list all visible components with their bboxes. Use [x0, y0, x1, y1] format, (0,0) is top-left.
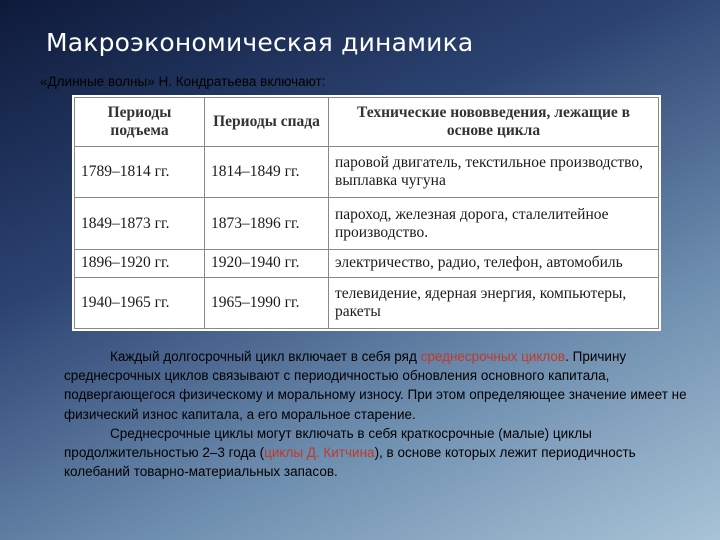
innovation-cell: пароход, железная дорога, сталелитейное производство.: [329, 198, 659, 249]
decline-period-cell: 1873–1896 гг.: [205, 198, 329, 249]
table-header-row: [75, 98, 659, 147]
rise-period-cell: 1849–1873 гг.: [75, 198, 205, 249]
decline-period-cell: 1965–1990 гг.: [205, 277, 329, 328]
table-row: [75, 277, 659, 328]
slide-subtitle: «Длинные волны» Н. Кондратьева включают:: [40, 74, 326, 89]
table-row: [75, 198, 659, 249]
table-row: [75, 147, 659, 198]
rise-period-cell: 1789–1814 гг.: [75, 147, 205, 198]
paragraph-short-cycles: [64, 424, 694, 482]
header-innovations: Технические нововведения, лежащие в основе цикла: [329, 98, 659, 147]
paragraph-text: . Причину среднесрочных циклов связывают с периодичностью обновления основного капитала, подвергающегося физическому и моральному износу. При этом определяющее значение имеет не физический износ капитала, а его моральное старение.: [64, 349, 687, 422]
innovation-cell: электричество, радио, телефон, автомобиль: [329, 249, 659, 277]
header-rise-periods: Периоды подъема: [75, 98, 205, 147]
header-decline-periods: Периоды спада: [205, 98, 329, 147]
medium-cycles-link[interactable]: среднесрочных циклов: [420, 349, 566, 364]
rise-period-cell: 1896–1920 гг.: [75, 249, 205, 277]
rise-period-cell: 1940–1965 гг.: [75, 277, 205, 328]
decline-period-cell: 1920–1940 гг.: [205, 249, 329, 277]
paragraph-text: ), в основе которых лежит периодичность колебаний товарно-материальных запасов.: [64, 445, 636, 480]
kondratiev-table-frame: [72, 95, 661, 331]
kondratiev-waves-table: [74, 97, 659, 329]
paragraph-text: Каждый долгосрочный цикл включает в себя ряд: [110, 349, 421, 364]
decline-period-cell: 1814–1849 гг.: [205, 147, 329, 198]
table-row: [75, 249, 659, 277]
paragraph-medium-cycles: [64, 347, 694, 424]
innovation-cell: паровой двигатель, текстильное производство, выплавка чугуна: [329, 147, 659, 198]
innovation-cell: телевидение, ядерная энергия, компьютеры, ракеты: [329, 277, 659, 328]
paragraph-text: Среднесрочные циклы могут включать в себя краткосрочные (малые) циклы продолжительностью 2–3 года (: [64, 425, 592, 461]
body-text: [64, 347, 694, 481]
kitchin-cycles-link[interactable]: циклы Д. Китчина: [264, 445, 375, 461]
slide-title: Макроэкономическая динамика: [46, 28, 474, 57]
